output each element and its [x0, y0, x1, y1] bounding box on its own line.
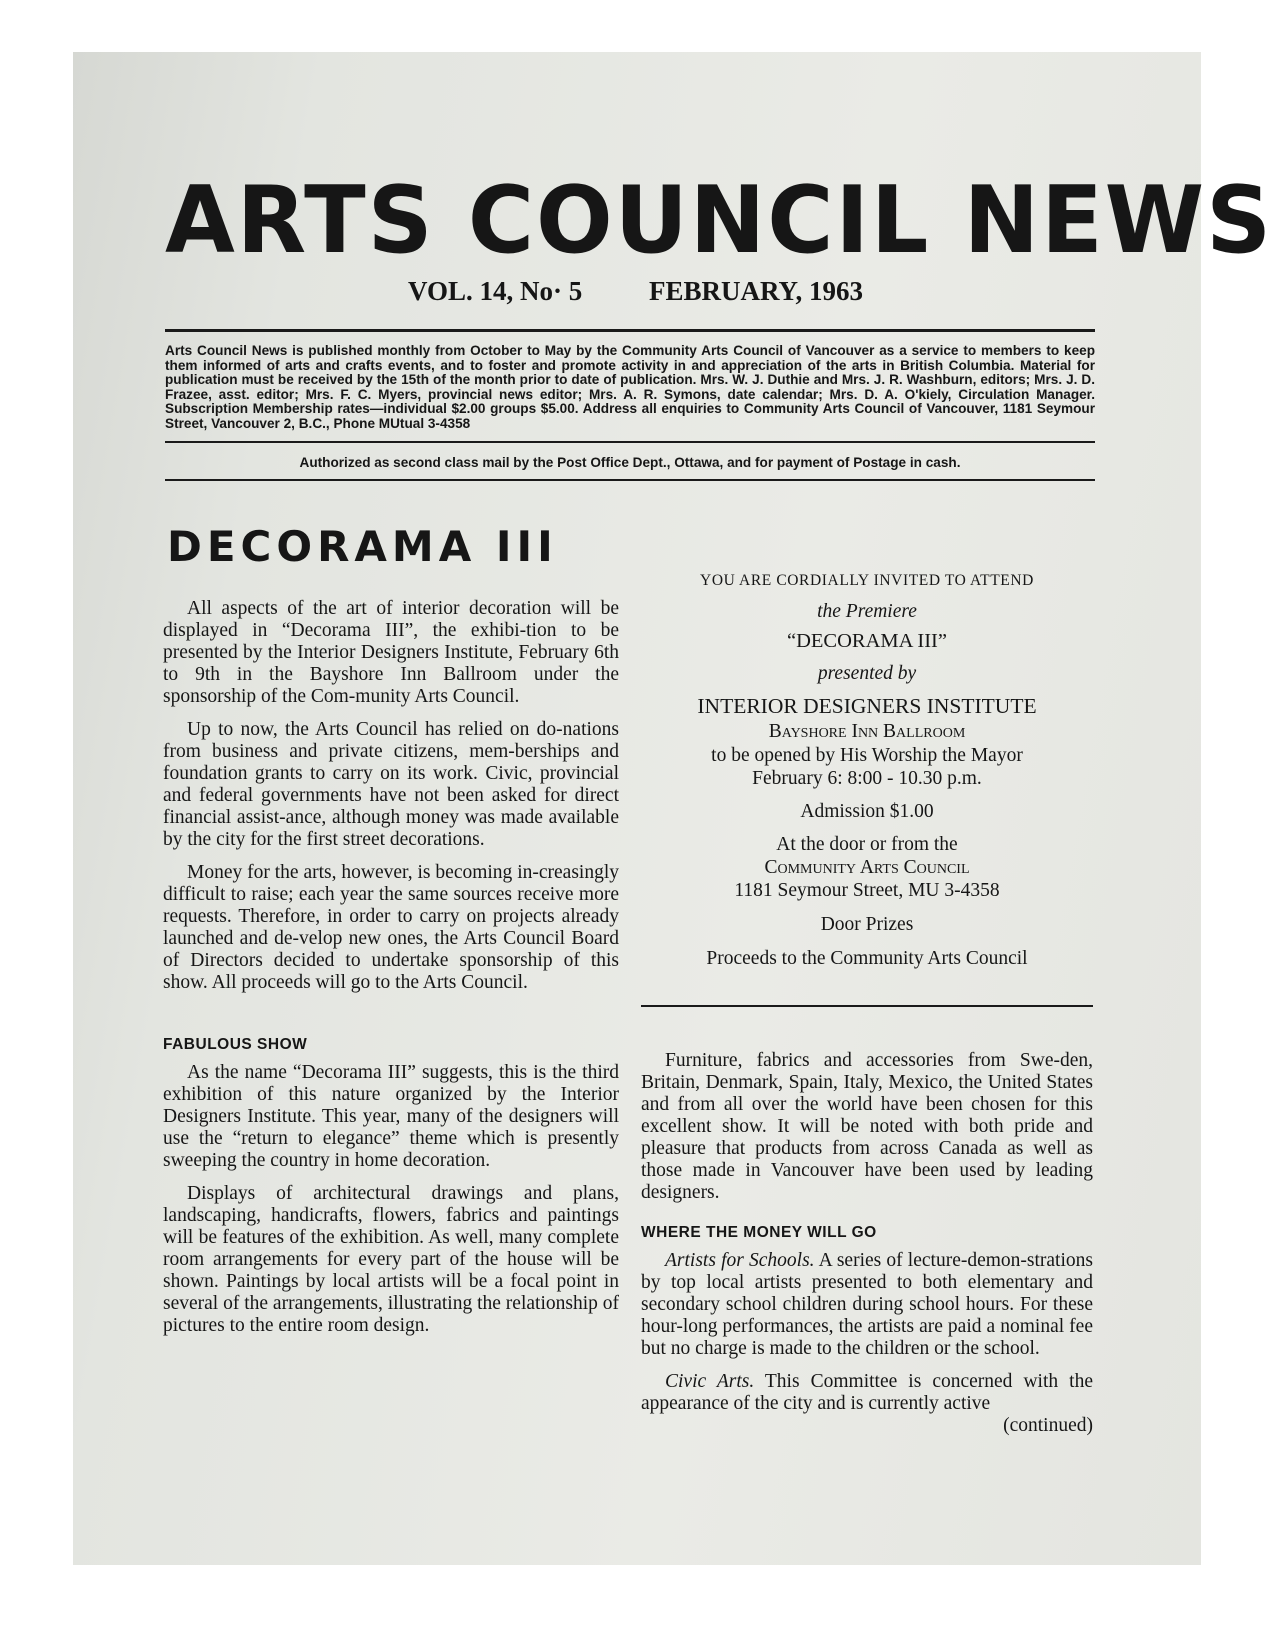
right-column — [641, 1050, 1093, 1437]
fabulous-paragraph-2: Displays of architectural drawings and plans, landscaping, handicrafts, flowers, fabrics and paintings will be features of the exhibition. As well, many complete room arrangements for every part of the house will be shown. Paintings by local artists will be a focal point in several of the arrangements, illustrating the relationship of pictures to the entire room design. — [163, 1183, 619, 1336]
invite-line-decorama: “DECORAMA III” — [787, 630, 947, 652]
mailing-authorization: Authorized as second class mail by the Post Office Dept., Ottawa, and for payment of Postage in cash. — [299, 455, 961, 470]
masthead-title: ARTS COUNCIL NEWS — [165, 166, 1274, 274]
invite-line-prizes: Door Prizes — [820, 914, 914, 935]
left-column — [163, 598, 619, 1348]
invite-line-time: February 6: 8:00 - 10.30 p.m. — [752, 768, 982, 789]
invite-line-proceeds: Proceeds to the Community Arts Council — [706, 948, 1028, 969]
furniture-paragraph: Furniture, fabrics and accessories from Swe-den, Britain, Denmark, Spain, Italy, Mexico, the United States and from all over the world have been chosen for this excellent show. It will be noted with both pride and pleasure that products from across Canada as well as those made in Vancouver have been used by leading designers. — [641, 1050, 1093, 1203]
invite-line-door: At the door or from the — [776, 834, 958, 855]
publication-info: Arts Council News is published monthly from October to May by the Community Arts Council of Vancouver as a service to members to keep them informed of arts and crafts events, and to foster and promote activity in and appreciation of the arts in British Columbia. Material for publication must be received by the 15th of the month prior to date of publication. Mrs. W. J. Duthie and Mrs. J. R. Washburn, editors; Mrs. J. D. Frazee, asst. editor; Mrs. F. C. Myers, provincial news editor; Mrs. A. R. Symons, date calendar; Mrs. D. A. O'kiely, Circulation Manager. Subscription Membership rates—individual $2.00 groups $5.00. Address all enquiries to Community Arts Council of Vancouver, 1181 Seymour Street, Vancouver 2, B.C., Phone MUtual 3-4358 — [165, 343, 1095, 431]
civic-title: Civic Arts. — [665, 1371, 755, 1392]
invite-line-admission: Admission $1.00 — [800, 801, 934, 822]
invite-line-institute: INTERIOR DESIGNERS INSTITUTE — [697, 694, 1037, 718]
issue-line — [408, 276, 863, 307]
schools-title: Artists for Schools. — [665, 1250, 815, 1271]
continued-note: (continued) — [1003, 1415, 1093, 1436]
fabulous-show-heading: FABULOUS SHOW — [163, 1036, 308, 1053]
invite-line-council: Community Arts Council — [764, 857, 970, 878]
invitation-box — [641, 572, 1093, 970]
civic-text: This Committee is concerned with the appearance of the city and is currently active — [641, 1371, 1093, 1414]
money-heading: WHERE THE MONEY WILL GO — [641, 1224, 877, 1241]
top-rule — [165, 329, 1095, 332]
auth-rule — [165, 479, 1095, 481]
volume-number: VOL. 14, No· 5 — [408, 276, 583, 306]
invite-line-presented: presented by — [817, 663, 917, 684]
invite-line-venue: Bayshore Inn Ballroom — [768, 721, 966, 742]
invitation-rule — [641, 1005, 1093, 1007]
intro-paragraph-3: Money for the arts, however, is becoming in-creasingly difficult to raise; each year the same sources receive more requests. Therefore, in order to carry on projects already launched and de-velop new ones, the Arts Council Board of Directors decided to undertake sponsorship of this show. All proceeds will go to the Arts Council. — [163, 862, 619, 993]
info-rule — [165, 441, 1095, 443]
intro-paragraph-2: Up to now, the Arts Council has relied on do-nations from business and private citizens, mem-berships and foundation grants to carry on its work. Civic, provincial and federal governments have not been asked for direct financial assist-ance, although money was made available by the city for the first street decorations. — [163, 719, 619, 850]
invite-line-mayor: to be opened by His Worship the Mayor — [711, 745, 1023, 766]
intro-paragraph-1: All aspects of the art of interior decoration will be displayed in “Decorama III”, the exhibi-tion to be presented by the Interior Designers Institute, February 6th to 9th in the Bayshore Inn Ballroom under the sponsorship of the Com-munity Arts Council. — [163, 598, 619, 707]
schools-paragraph — [641, 1250, 1093, 1360]
schools-text: A series of lecture-demon-strations by top local artists presented to both elementary and secondary school children during school hours. For these hour-long performances, the artists are paid a nominal fee but no charge is made to the children or the school. — [641, 1250, 1093, 1359]
invite-line-premiere: the Premiere — [817, 601, 917, 622]
invite-line-address: 1181 Seymour Street, MU 3-4358 — [734, 880, 1000, 901]
civic-paragraph — [641, 1371, 1093, 1415]
article-title: DECORAMA III — [167, 522, 558, 571]
issue-date: FEBRUARY, 1963 — [648, 276, 864, 306]
fabulous-paragraph-1: As the name “Decorama III” suggests, this is the third exhibition of this nature organized by the Interior Designers Institute. This year, many of the designers will use the “return to elegance” theme which is presently sweeping the country in home decoration. — [163, 1062, 619, 1171]
invite-line-cordially: YOU ARE CORDIALLY INVITED TO ATTEND — [700, 572, 1034, 589]
